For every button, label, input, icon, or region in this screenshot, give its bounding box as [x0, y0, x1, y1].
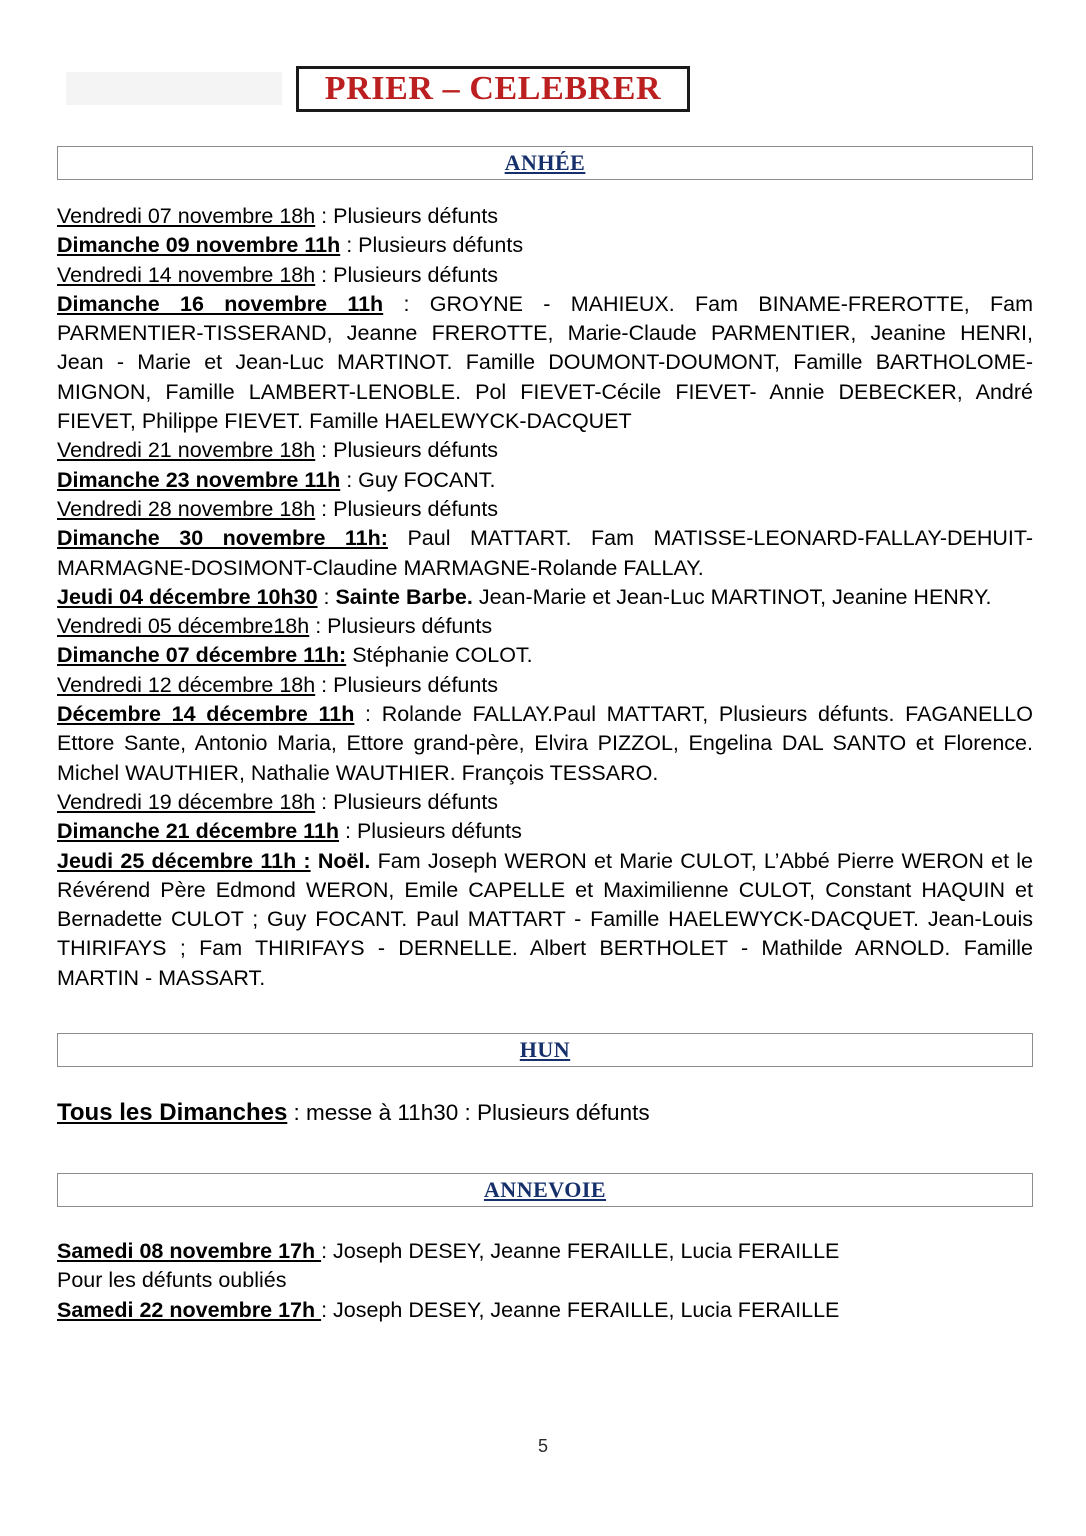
mass-entry: [57, 524, 1033, 583]
document-title: PRIER – CELEBRER: [324, 70, 662, 107]
mass-entry: [57, 817, 1033, 846]
entry-separator: :: [315, 438, 334, 463]
entry-separator: [388, 526, 408, 550]
document-header: [0, 66, 1086, 116]
entry-date: Tous les Dimanches: [57, 1099, 288, 1127]
mass-entry: [57, 261, 1033, 290]
spacer: [57, 1067, 1033, 1097]
entry-intentions: Fam Joseph WERON et Marie CULOT, L’Abbé Pierre WERON et le Révérend Père Edmond WERON, Emile CAPELLE et Maximilienne CULOT, Constant HAQUIN et Bernadette CULOT ; Guy FOCANT. Paul MATTART - Famille HAELEWYCK-DACQUET. Jean-Louis THIRIFAYS ; Fam THIRIFAYS - DERNELLE. Albert BERTHOLET - Mathilde ARNOLD. Famille MARTIN - MASSART.: [57, 848, 1033, 990]
entry-date: Vendredi 05 décembre18h: [57, 614, 310, 639]
entry-intentions: Plusieurs défunts: [333, 204, 499, 228]
mass-entry: [57, 641, 1033, 670]
entry-intentions: Pour les défunts oubliés: [57, 1268, 287, 1293]
mass-entry: [57, 1296, 1033, 1325]
entry-date: Jeudi 04 décembre 10h30: [57, 584, 318, 609]
entry-intentions: GROYNE - MAHIEUX. Fam BINAME-FREROTTE, Fam PARMENTIER-TISSERAND, Jeanne FREROTTE, Marie-Claude PARMENTIER, Jeanine HENRI, Jean - Marie et Jean-Luc MARTINOT. Famille DOUMONT-DOUMONT, Famille BARTHOLOME-MIGNON, Famille LAMBERT-LENOBLE. Pol FIEVET-Cécile FIEVET- Annie DEBECKER, André FIEVET, Philippe FIEVET. Famille HAELEWYCK-DACQUET: [57, 291, 1034, 434]
mass-schedule-anhee: [57, 202, 1033, 993]
parish-name-hun: HUN: [519, 1037, 571, 1063]
mass-schedule-hun: [57, 1097, 1033, 1129]
entry-separator: :: [315, 672, 334, 697]
mass-entry: [57, 788, 1033, 817]
entry-intentions: Plusieurs défunts: [333, 672, 499, 697]
mass-entry: [57, 612, 1033, 641]
entry-date: Samedi 08 novembre 17h: [57, 1239, 322, 1264]
page-number: 5: [537, 1436, 548, 1456]
parish-name-anhee: ANHÉE: [504, 150, 586, 175]
entry-intentions: Plusieurs défunts: [327, 614, 493, 639]
mass-entry: [57, 290, 1033, 436]
mass-entry: [57, 231, 1033, 260]
entry-separator: :: [315, 204, 334, 228]
entry-intentions: Joseph DESEY, Jeanne FERAILLE, Lucia FERAILLE: [333, 1297, 840, 1322]
entry-separator: :: [315, 262, 334, 287]
document-title-box: [296, 66, 690, 112]
entry-intentions: Plusieurs défunts: [333, 496, 499, 521]
entry-date: Dimanche 21 décembre 11h: [57, 819, 340, 844]
entry-date: Dimanche 09 novembre 11h: [57, 233, 341, 258]
mass-entry: [57, 1237, 1033, 1266]
entry-intentions: Plusieurs défunts: [358, 233, 524, 258]
mass-entry: [57, 495, 1033, 524]
entry-date: Vendredi 21 novembre 18h: [57, 438, 316, 463]
entry-feast-name: Sainte Barbe.: [335, 584, 473, 609]
entry-intentions: Plusieurs défunts: [333, 789, 499, 814]
mass-entry-recurring: [57, 1097, 1033, 1129]
entry-intentions: Plusieurs défunts: [333, 438, 499, 463]
entry-intentions: Paul MATTART. Fam MATISSE-LEONARD-FALLAY-DEHUIT-MARMAGNE-DOSIMONT-Claudine MARMAGNE-Rolande FALLAY.: [57, 526, 1033, 580]
entry-separator: :: [321, 1239, 334, 1264]
entry-intentions: Jean-Marie et Jean-Luc MARTINOT, Jeanine HENRY.: [472, 584, 992, 609]
entry-intentions: Rolande FALLAY.Paul MATTART, Plusieurs défunts. FAGANELLO Ettore Sante, Antonio Maria, Ettore grand-père, Elvira PIZZOL, Engelina DAL SANTO et Florence. Michel WAUTHIER, Nathalie WAUTHIER. François TESSARO.: [57, 702, 1033, 785]
entry-date: Samedi 22 novembre 17h: [57, 1297, 322, 1322]
spacer: [57, 1129, 1033, 1173]
mass-entry: [57, 671, 1033, 700]
header-placeholder-block: [66, 72, 282, 105]
parish-name-annevoie: ANNEVOIE: [483, 1177, 607, 1203]
entry-date: Vendredi 14 novembre 18h: [57, 262, 316, 287]
parish-banner-anhee: [57, 146, 1033, 180]
entry-separator: :: [321, 1297, 334, 1322]
entry-date: Vendredi 07 novembre 18h: [57, 204, 316, 228]
entry-separator: :: [339, 819, 357, 844]
entry-feast-name: Noël.: [317, 848, 371, 873]
entry-date: Dimanche 16 novembre 11h: [57, 291, 384, 316]
entry-separator: :: [354, 702, 382, 727]
entry-separator: :: [317, 584, 336, 609]
document-content: [57, 146, 1033, 1325]
entry-date: Vendredi 28 novembre 18h: [57, 496, 316, 521]
parish-banner-annevoie: [57, 1173, 1033, 1207]
mass-schedule-annevoie: [57, 1237, 1033, 1325]
entry-date: Décembre 14 décembre 11h: [57, 702, 355, 727]
entry-intentions: Joseph DESEY, Jeanne FERAILLE, Lucia FERAILLE: [333, 1239, 840, 1264]
mass-entry: [57, 700, 1033, 788]
entry-separator: :: [383, 291, 430, 316]
entry-date: Dimanche 23 novembre 11h: [57, 467, 341, 492]
entry-intentions: Guy FOCANT.: [358, 467, 496, 492]
entry-date: Vendredi 12 décembre 18h: [57, 672, 316, 697]
spacer: [57, 993, 1033, 1033]
parish-banner-hun: [57, 1033, 1033, 1067]
entry-intentions: : messe à 11h30 : Plusieurs défunts: [287, 1100, 650, 1126]
mass-entry: [57, 583, 1033, 612]
mass-entry: [57, 202, 1033, 231]
mass-entry: [57, 466, 1033, 495]
spacer: [57, 1207, 1033, 1237]
entry-intentions: Plusieurs défunts: [356, 819, 522, 844]
mass-entry: [57, 847, 1033, 993]
entry-date: Jeudi 25 décembre 11h :: [57, 848, 311, 873]
entry-separator: [311, 849, 318, 873]
mass-entry-note: [57, 1266, 1033, 1295]
entry-date: Vendredi 19 décembre 18h: [57, 789, 316, 814]
mass-entry: [57, 436, 1033, 465]
entry-separator: :: [315, 789, 334, 814]
entry-date: Dimanche 30 novembre 11h:: [57, 526, 388, 551]
spacer: [57, 180, 1033, 202]
entry-separator: :: [340, 233, 359, 258]
entry-intentions: Plusieurs défunts: [333, 262, 499, 287]
entry-date: Dimanche 07 décembre 11h:: [57, 643, 347, 668]
entry-separator: :: [315, 496, 334, 521]
entry-intentions: Stéphanie COLOT.: [352, 643, 533, 668]
entry-separator: :: [340, 467, 359, 492]
entry-separator: :: [309, 614, 328, 639]
